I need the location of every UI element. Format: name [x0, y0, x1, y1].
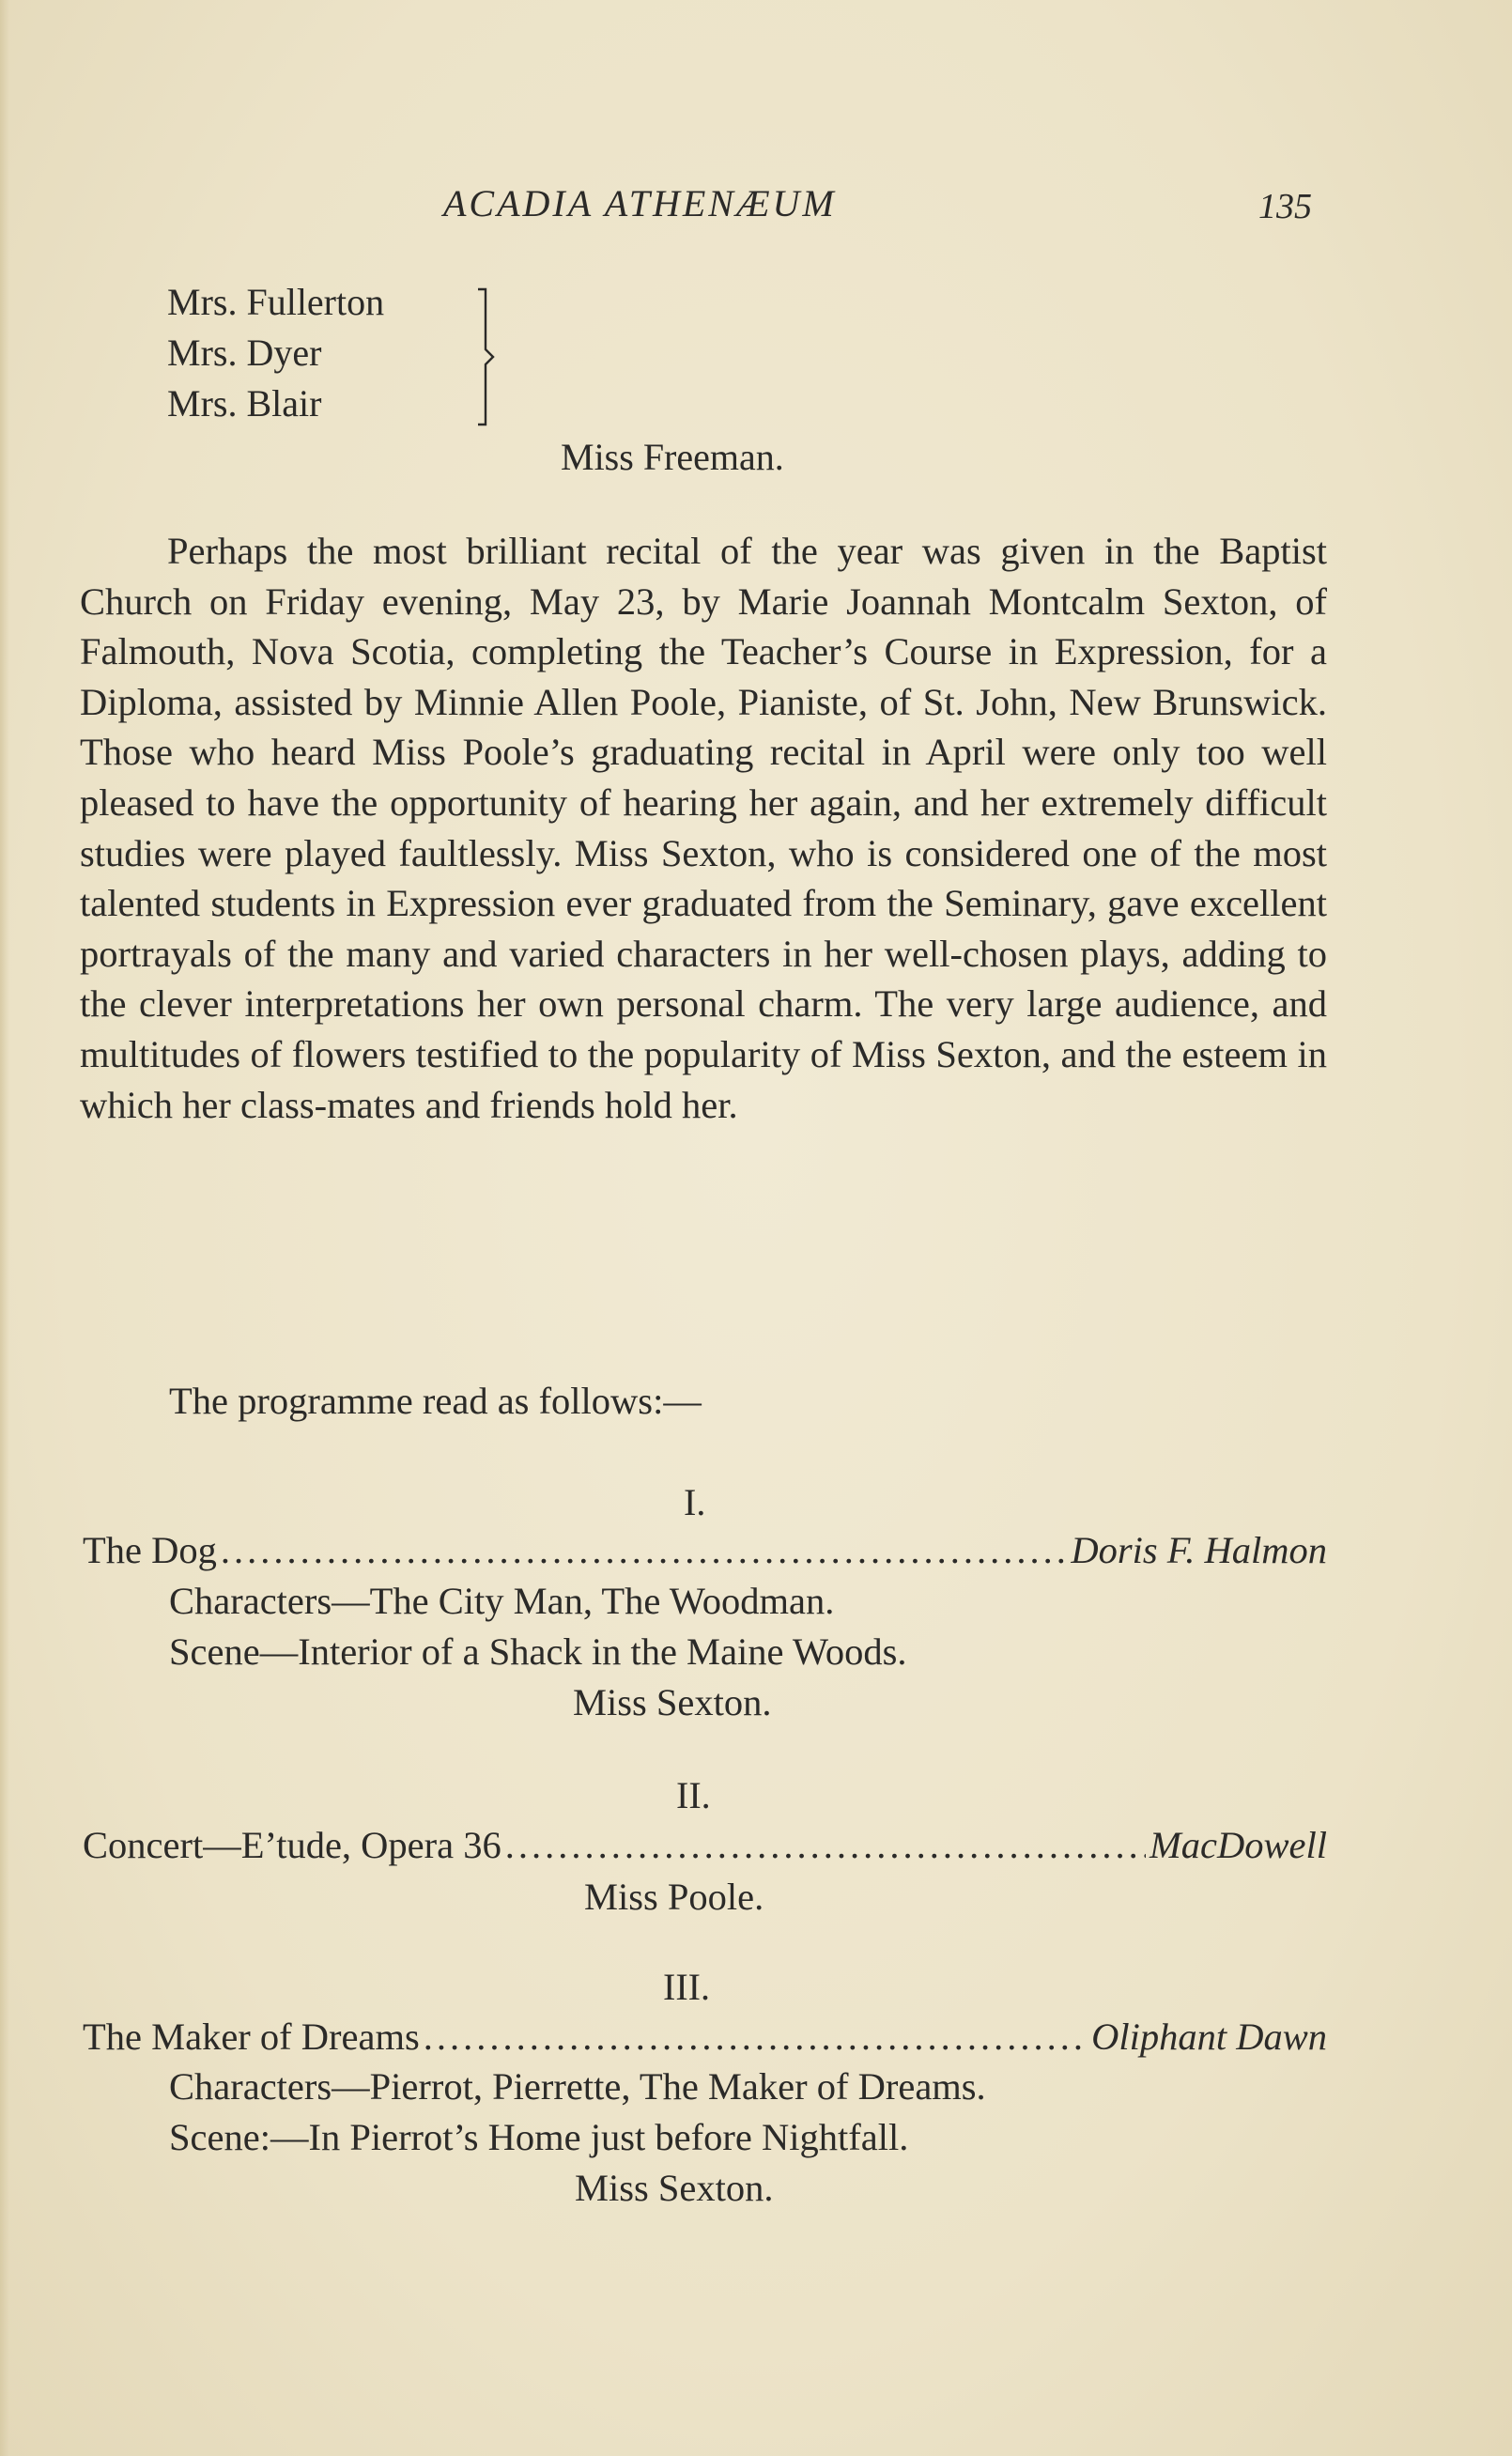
programme-entry [83, 1823, 1327, 1867]
signatory-name: Mrs. Fullerton [167, 281, 385, 323]
performer-name: Miss Poole. [584, 1876, 764, 1918]
dot-leader [505, 1823, 1146, 1867]
programme-entry [83, 1528, 1327, 1572]
performer-name: Miss Sexton. [573, 1681, 772, 1723]
recital-paragraph: Perhaps the most brilliant recital of the year was given in the Baptist Church on Friday evening, May 23, by Marie Joannah Montcalm Sexton, of Falmouth, Nova Scotia, completing the Teacher’s Course in Expression, for a Diploma, assisted by Minnie Allen Poole, Pianiste, of St. John, New Brunswick. Those who heard Miss Poole’s graduating recital in April were only too well pleased to have the opportunity of hearing her again, and her extremely difficult studies were played faultlessly. Miss Sexton, who is considered one of the most talented students in Expression ever graduated from the Seminary, gave excellent portrayals of the many and varied characters in her well-chosen plays, adding to the clever interpretations her own personal charm. The very large audience, and multitudes of flowers testified to the popularity of Miss Sexton, and the esteem in which her class-mates and friends hold her. [80, 530, 1327, 1126]
programme-detail: Characters—The City Man, The Woodman. [169, 1580, 835, 1622]
piece-title: The Maker of Dreams [83, 2016, 420, 2058]
piece-title: The Dog [83, 1529, 217, 1571]
performer-name: Miss Sexton. [575, 2167, 774, 2209]
programme-numeral: II. [676, 1774, 711, 1816]
piece-author: MacDowell [1149, 1824, 1327, 1866]
brace-icon [474, 282, 502, 432]
piece-author: Oliphant Dawn [1091, 2016, 1327, 2058]
signatory-name: Mrs. Blair [167, 382, 322, 425]
piece-title: Concert—E’tude, Opera 36 [83, 1824, 501, 1866]
programme-detail: Characters—Pierrot, Pierrette, The Maker of Dreams. [169, 2065, 986, 2108]
programme-intro: The programme read as follows:— [169, 1380, 702, 1422]
programme-entry [83, 2015, 1327, 2059]
dot-leader [424, 2015, 1088, 2059]
signatory-name: Mrs. Dyer [167, 332, 322, 374]
programme-numeral: III. [663, 1966, 710, 2008]
programme-detail: Scene:—In Pierrot’s Home just before Nightfall. [169, 2116, 909, 2158]
page-edge [0, 0, 9, 2456]
signer-name: Miss Freeman. [561, 436, 784, 478]
page-number: 135 [1258, 187, 1312, 226]
programme-numeral: I. [684, 1481, 706, 1523]
programme-detail: Scene—Interior of a Shack in the Maine Woods. [169, 1630, 907, 1673]
piece-author: Doris F. Halmon [1071, 1529, 1327, 1571]
dot-leader [221, 1528, 1067, 1572]
running-header: ACADIA ATHENÆUM [443, 182, 837, 224]
